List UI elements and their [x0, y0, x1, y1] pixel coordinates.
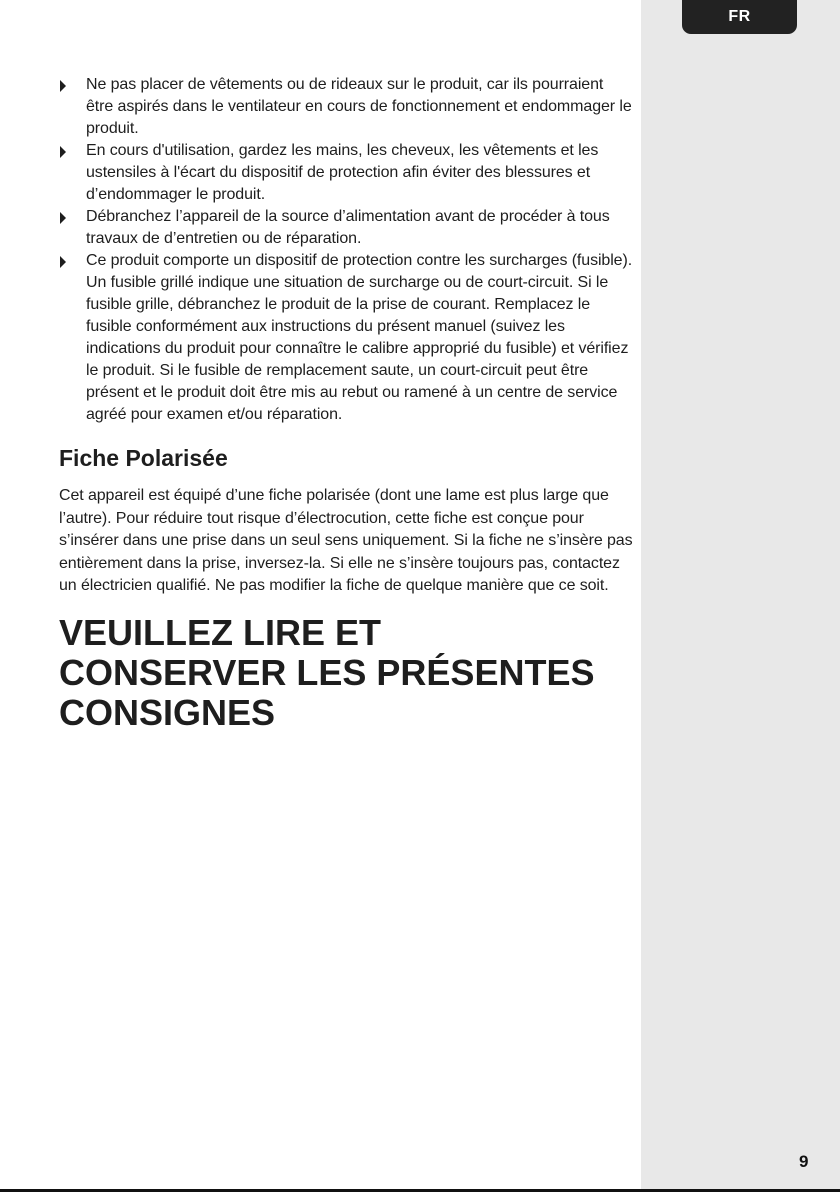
list-item	[59, 140, 633, 206]
heading-line: VEUILLEZ LIRE ET	[59, 611, 382, 653]
list-item-text: Débranchez l’appareil de la source d’alimentation avant de procéder à tous travaux de d’entretien ou de réparation.	[86, 208, 610, 247]
page-number: 9	[799, 1152, 809, 1171]
language-tab: FR	[682, 0, 797, 34]
list-item	[59, 206, 633, 250]
polarized-plug-heading: Fiche Polarisée	[59, 445, 228, 471]
heading-line: CONSIGNES	[59, 691, 276, 733]
read-and-save-heading	[59, 613, 633, 733]
bullet-arrow-icon	[60, 146, 66, 158]
bullet-arrow-icon	[60, 80, 66, 92]
polarized-plug-text: Cet appareil est équipé d’une fiche polarisée (dont une lame est plus large que l’autre). Pour réduire tout risque d’électrocution, cette fiche est conçue pour s’insérer dans une prise dans un seul sens uniquement. Si la fiche ne s’insère pas entièrement dans la prise, inversez-la. Si elle ne s’insère toujours pas, contactez un électricien qualifié. Ne pas modifier la fiche de quelque manière que ce soit.	[59, 487, 633, 595]
list-item-text: Ce produit comporte un dispositif de protection contre les surcharges (fusible). Un fusible grillé indique une situation de surcharge ou de court-circuit. Si le fusible grille, débranchez le produit de la prise de courant. Remplacez le fusible conformément aux instructions du présent manuel (suivez les indications du produit pour connaître le calibre approprié du fusible) et vérifiez le produit. Si le fusible de remplacement saute, un court-circuit peut être présent et le produit doit être mis au rebut ou ramené à un centre de service agréé pour examen et/ou réparation.	[86, 252, 633, 423]
side-margin-panel	[641, 0, 840, 1189]
page-content	[59, 74, 633, 733]
bullet-arrow-icon	[60, 212, 66, 224]
list-item-text: En cours d'utilisation, gardez les mains, les cheveux, les vêtements et les ustensiles à l'écart du dispositif de protection afin éviter des blessures et d’endommager le produit.	[86, 142, 599, 203]
safety-instructions-list	[59, 74, 633, 426]
list-item-text: Ne pas placer de vêtements ou de rideaux sur le produit, car ils pourraient être aspirés dans le ventilateur en cours de fonctionnement et endommager le produit.	[86, 76, 632, 137]
bullet-arrow-icon	[60, 256, 66, 268]
list-item	[59, 74, 633, 140]
list-item	[59, 250, 633, 426]
heading-line: CONSERVER LES PRÉSENTES	[59, 651, 595, 693]
